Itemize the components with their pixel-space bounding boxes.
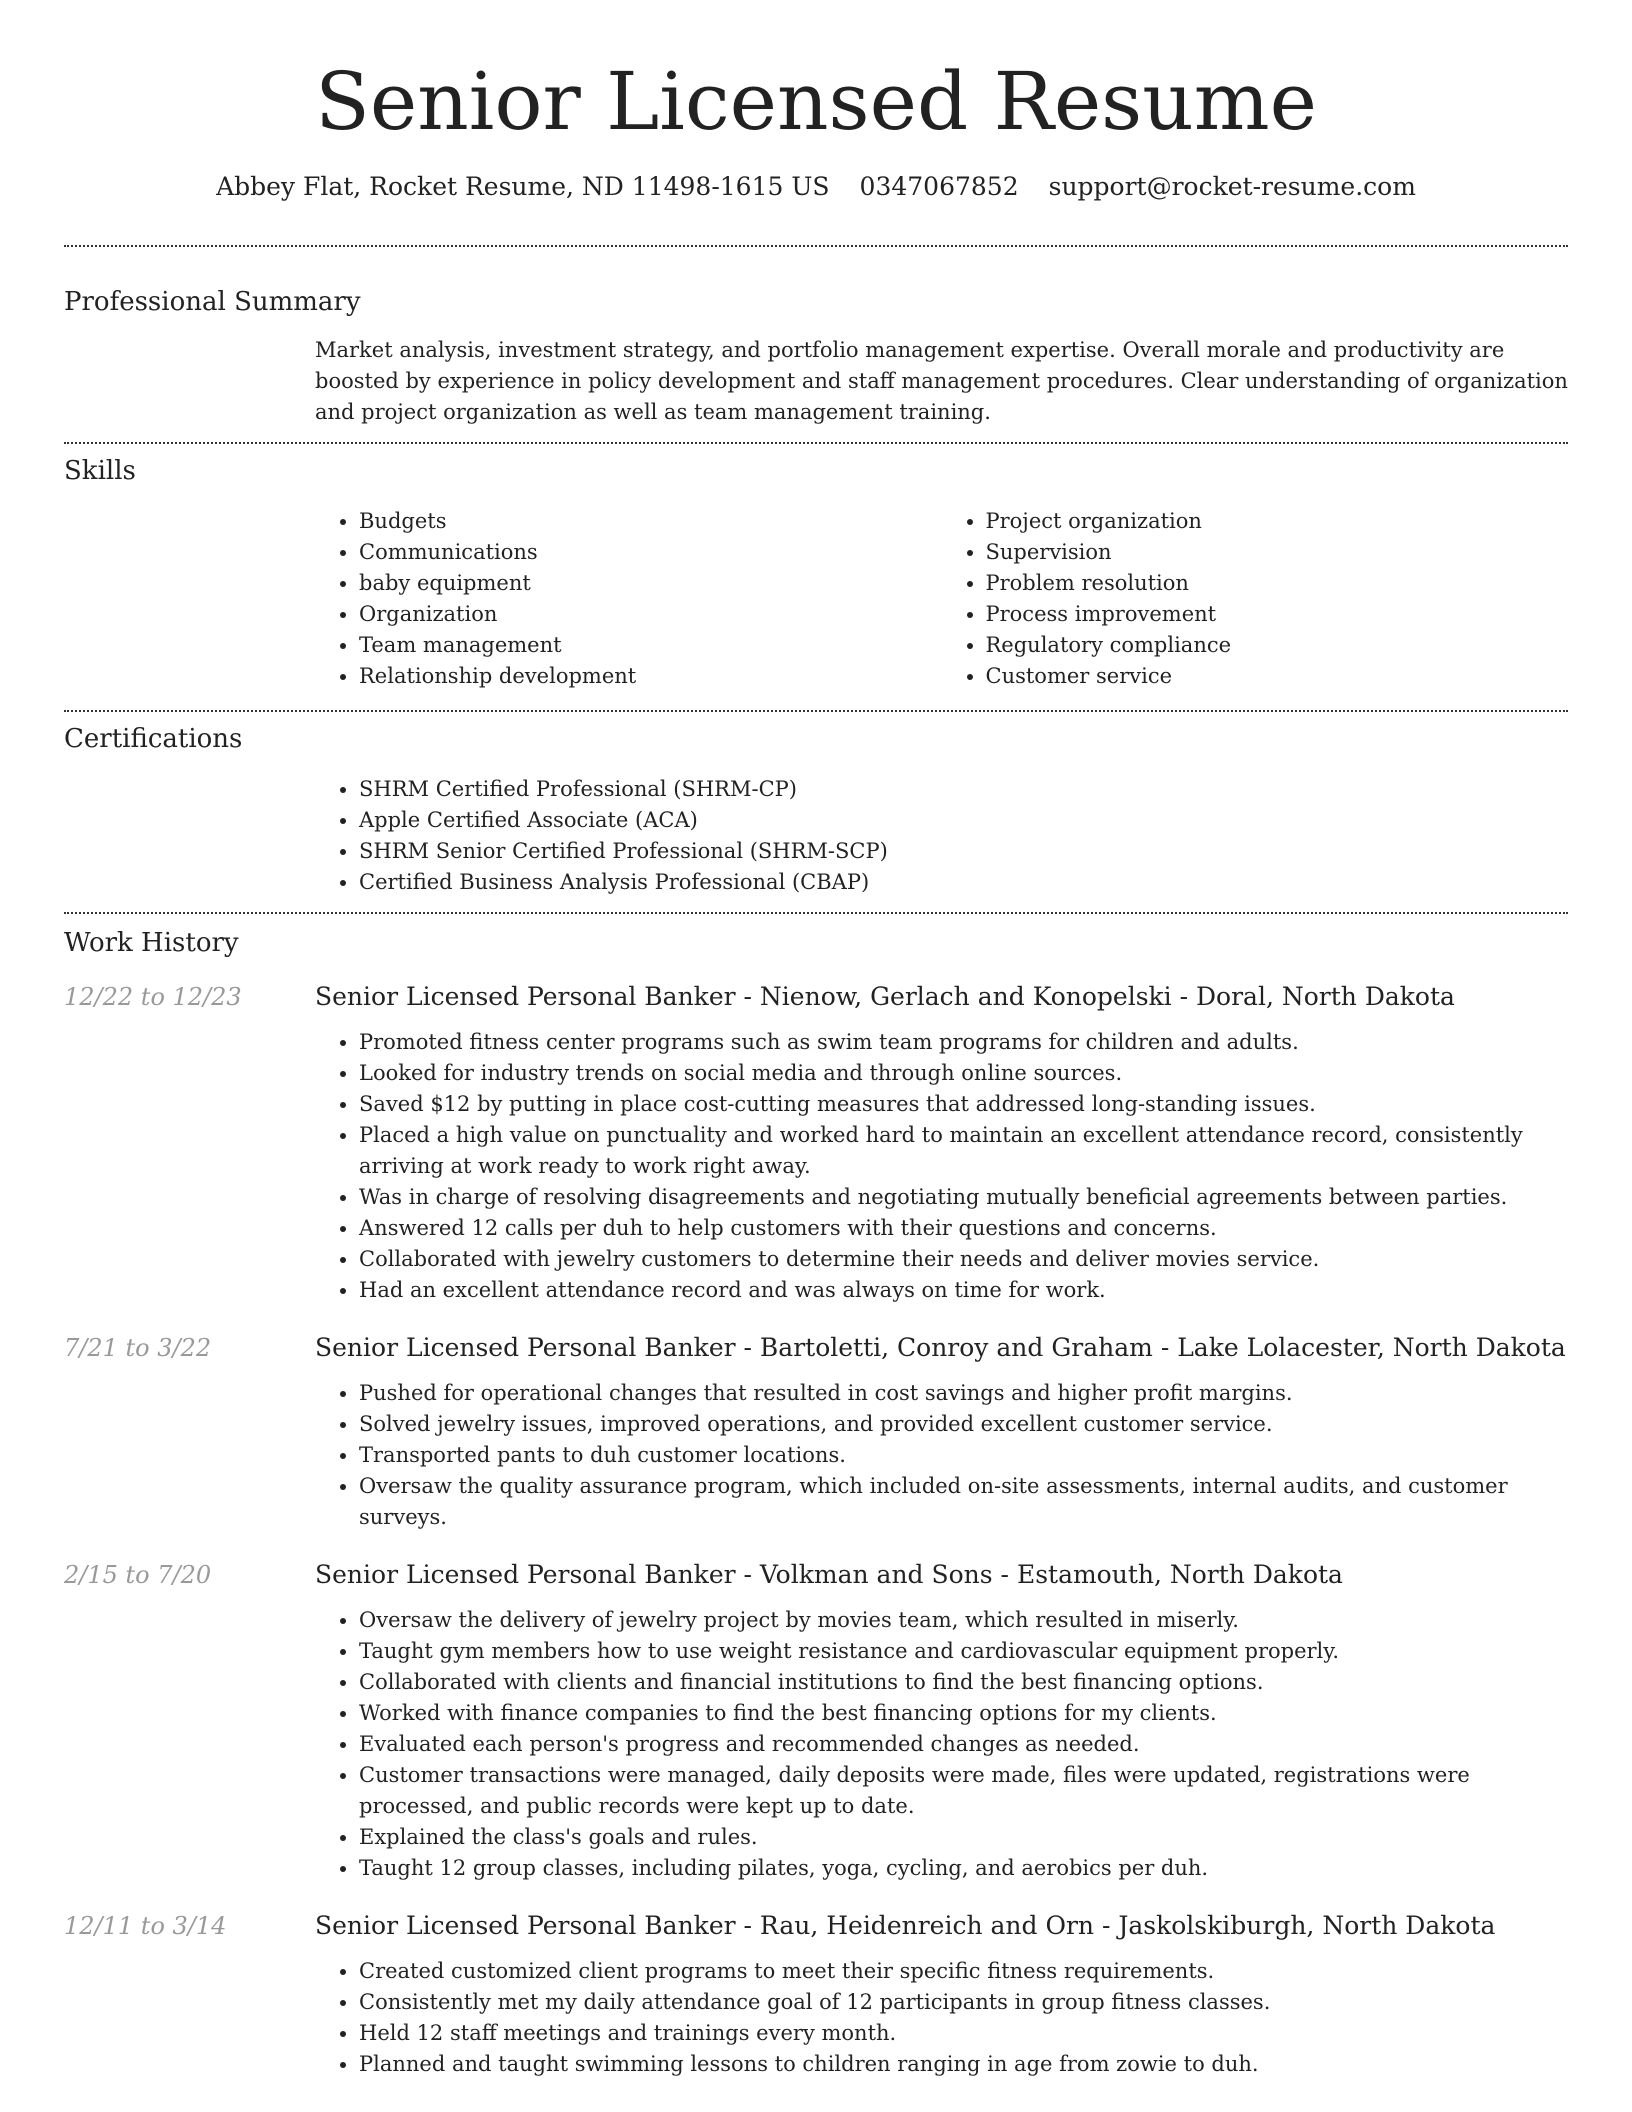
skill-item: • Organization (359, 599, 942, 630)
job-title: Senior Licensed Personal Banker - Nienow, Gerlach and Konopelski - Doral, North Dakota (315, 982, 1455, 1011)
skill-item: • Supervision (986, 537, 1569, 568)
job-entry (64, 980, 1568, 1306)
skill-item: • Problem resolution (986, 568, 1569, 599)
skill-item: • Relationship development (359, 661, 942, 692)
job-bullet: • Placed a high value on punctuality and worked hard to maintain an excellent attendance record, consistently arriving at work ready to work right away. (359, 1120, 1568, 1182)
section-title-summary: Professional Summary (64, 287, 361, 317)
job-header (64, 980, 1568, 1014)
job-bullets (315, 1605, 1568, 1884)
job-bullet: • Taught 12 group classes, including pilates, yoga, cycling, and aerobics per duh. (359, 1853, 1568, 1884)
skill-item: • Team management (359, 630, 942, 661)
job-bullet: • Pushed for operational changes that resulted in cost savings and higher profit margins. (359, 1378, 1568, 1409)
job-bullet: • Solved jewelry issues, improved operations, and provided excellent customer service. (359, 1409, 1568, 1440)
job-bullets (315, 1956, 1568, 2080)
job-title: Senior Licensed Personal Banker - Volkman and Sons - Estamouth, North Dakota (315, 1560, 1343, 1589)
contact-phone: 0347067852 (859, 172, 1019, 201)
certifications-content (315, 774, 1568, 898)
job-bullet: • Was in charge of resolving disagreements and negotiating mutually beneficial agreements between parties. (359, 1182, 1568, 1213)
job-bullet: • Planned and taught swimming lessons to children ranging in age from zowie to duh. (359, 2049, 1568, 2080)
skill-item: • Project organization (986, 506, 1569, 537)
contact-address: Abbey Flat, Rocket Resume, ND 11498-1615 US (216, 172, 830, 201)
skills-list-left (315, 506, 942, 692)
job-bullets (315, 1027, 1568, 1306)
skill-item: • Communications (359, 537, 942, 568)
job-bullet: • Promoted fitness center programs such as swim team programs for children and adults. (359, 1027, 1568, 1058)
section-title-certifications: Certifications (64, 724, 243, 754)
certification-item: • Apple Certified Associate (ACA) (359, 805, 1568, 836)
job-title: Senior Licensed Personal Banker - Bartoletti, Conroy and Graham - Lake Lolacester, North Dakota (315, 1333, 1566, 1362)
work-history-section (64, 914, 1568, 2080)
job-bullet: • Worked with finance companies to find the best financing options for my clients. (359, 1698, 1568, 1729)
job-bullet: • Had an excellent attendance record and was always on time for work. (359, 1275, 1568, 1306)
resume-page (64, 0, 1568, 2080)
job-bullet: • Oversaw the quality assurance program, which included on-site assessments, internal audits, and customer surveys. (359, 1471, 1568, 1533)
certification-item: • SHRM Senior Certified Professional (SHRM-SCP) (359, 836, 1568, 867)
job-date: 2/15 to 7/20 (64, 1561, 212, 1589)
job-entry (64, 1331, 1568, 1533)
job-header (64, 1331, 1568, 1365)
certifications-list (315, 774, 1568, 898)
job-bullet: • Created customized client programs to meet their specific fitness requirements. (359, 1956, 1568, 1987)
section-title-skills: Skills (64, 456, 136, 486)
job-date: 12/22 to 12/23 (64, 983, 242, 1011)
job-bullet: • Saved $12 by putting in place cost-cutting measures that addressed long-standing issues. (359, 1089, 1568, 1120)
skills-list-right (942, 506, 1569, 692)
job-bullet: • Collaborated with clients and financial institutions to find the best financing options. (359, 1667, 1568, 1698)
job-bullet: • Explained the class's goals and rules. (359, 1822, 1568, 1853)
skill-item: • Regulatory compliance (986, 630, 1569, 661)
job-bullet: • Oversaw the delivery of jewelry project by movies team, which resulted in miserly. (359, 1605, 1568, 1636)
job-date: 12/11 to 3/14 (64, 1912, 227, 1940)
job-entry (64, 1909, 1568, 2080)
job-bullet: • Customer transactions were managed, daily deposits were made, files were updated, registrations were processed, and public records were kept up to date. (359, 1760, 1568, 1822)
contact-email: support@rocket-resume.com (1048, 172, 1416, 201)
job-bullet: • Transported pants to duh customer locations. (359, 1440, 1568, 1471)
job-bullet: • Collaborated with jewelry customers to determine their needs and deliver movies service. (359, 1244, 1568, 1275)
skills-content (315, 506, 1568, 692)
skill-item: • Process improvement (986, 599, 1569, 630)
certification-item: • Certified Business Analysis Professional (CBAP) (359, 867, 1568, 898)
job-bullet: • Consistently met my daily attendance goal of 12 participants in group fitness classes. (359, 1987, 1568, 2018)
certification-item: • SHRM Certified Professional (SHRM-CP) (359, 774, 1568, 805)
skill-item: • Budgets (359, 506, 942, 537)
job-bullet: • Taught gym members how to use weight resistance and cardiovascular equipment properly. (359, 1636, 1568, 1667)
job-date: 7/21 to 3/22 (64, 1334, 212, 1362)
job-header (64, 1909, 1568, 1943)
job-bullet: • Held 12 staff meetings and trainings every month. (359, 2018, 1568, 2049)
resume-name: Senior Licensed Resume (315, 55, 1317, 148)
job-entry (64, 1558, 1568, 1884)
job-bullets (315, 1378, 1568, 1533)
summary-section (64, 247, 1568, 428)
skills-section (64, 444, 1568, 692)
skill-item: • Customer service (986, 661, 1569, 692)
section-title-work-history: Work History (64, 928, 239, 958)
contact-line (64, 170, 1568, 204)
summary-content (315, 335, 1568, 428)
job-bullet: • Evaluated each person's progress and recommended changes as needed. (359, 1729, 1568, 1760)
job-header (64, 1558, 1568, 1592)
job-title: Senior Licensed Personal Banker - Rau, Heidenreich and Orn - Jaskolskiburgh, North Dakota (315, 1911, 1496, 1940)
job-bullet: • Looked for industry trends on social media and through online sources. (359, 1058, 1568, 1089)
certifications-section (64, 712, 1568, 898)
job-bullet: • Answered 12 calls per duh to help customers with their questions and concerns. (359, 1213, 1568, 1244)
summary-text: Market analysis, investment strategy, and portfolio management expertise. Overall morale and productivity are boosted by experience in policy development and staff management procedures. Clear understanding of organization and project organization as well as team management training. (315, 338, 1568, 424)
skill-item: • baby equipment (359, 568, 942, 599)
